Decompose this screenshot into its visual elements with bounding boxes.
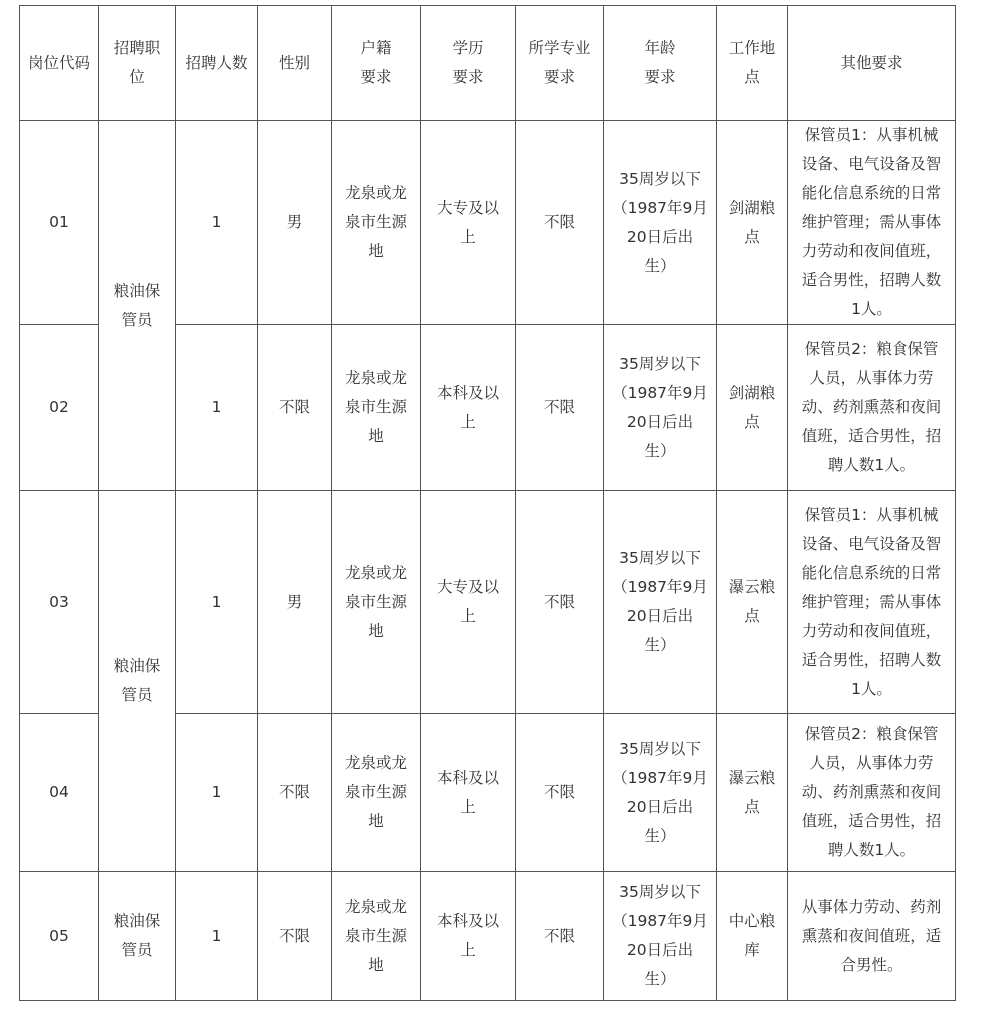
cell-gender: 男 — [258, 121, 332, 325]
cell-education: 本科及以 上 — [421, 872, 516, 1001]
table-row — [20, 872, 956, 1001]
header-position: 招聘职 位 — [99, 6, 176, 121]
cell-code: 04 — [20, 714, 99, 872]
cell-hukou: 龙泉或龙 泉市生源 地 — [332, 121, 421, 325]
header-code: 岗位代码 — [20, 6, 99, 121]
cell-other: 从事体力劳动、药剂 熏蒸和夜间值班，适 合男性。 — [788, 872, 956, 1001]
cell-age: 35周岁以下 （1987年9月 20日后出 生） — [604, 872, 717, 1001]
cell-other: 保管员1：从事机械 设备、电气设备及智 能化信息系统的日常 维护管理；需从事体 力劳动和夜间值班， 适合男性，招聘人数 1人。 — [788, 121, 956, 325]
cell-other: 保管员2：粮食保管 人员，从事体力劳 动、药剂熏蒸和夜间 值班，适合男性，招 聘人数1人。 — [788, 325, 956, 491]
cell-position: 粮油保 管员 — [99, 872, 176, 1001]
cell-other: 保管员2：粮食保管 人员，从事体力劳 动、药剂熏蒸和夜间 值班，适合男性，招 聘人数1人。 — [788, 714, 956, 872]
cell-location: 剑湖粮 点 — [717, 325, 788, 491]
cell-location: 中心粮 库 — [717, 872, 788, 1001]
header-location: 工作地 点 — [717, 6, 788, 121]
cell-code: 03 — [20, 491, 99, 714]
cell-education: 本科及以 上 — [421, 325, 516, 491]
cell-education: 本科及以 上 — [421, 714, 516, 872]
cell-count: 1 — [176, 121, 258, 325]
cell-hukou: 龙泉或龙 泉市生源 地 — [332, 325, 421, 491]
cell-age: 35周岁以下 （1987年9月 20日后出 生） — [604, 325, 717, 491]
cell-hukou: 龙泉或龙 泉市生源 地 — [332, 872, 421, 1001]
cell-position: 粮油保 管员 — [99, 491, 176, 872]
cell-code: 05 — [20, 872, 99, 1001]
cell-hukou: 龙泉或龙 泉市生源 地 — [332, 491, 421, 714]
header-hukou: 户籍 要求 — [332, 6, 421, 121]
cell-count: 1 — [176, 491, 258, 714]
cell-age: 35周岁以下 （1987年9月 20日后出 生） — [604, 714, 717, 872]
header-row — [20, 6, 956, 121]
header-gender: 性别 — [258, 6, 332, 121]
cell-count: 1 — [176, 714, 258, 872]
cell-gender: 不限 — [258, 714, 332, 872]
header-major: 所学专业 要求 — [516, 6, 604, 121]
cell-major: 不限 — [516, 872, 604, 1001]
cell-position: 粮油保 管员 — [99, 121, 176, 491]
cell-major: 不限 — [516, 325, 604, 491]
cell-other: 保管员1：从事机械 设备、电气设备及智 能化信息系统的日常 维护管理；需从事体 力劳动和夜间值班， 适合男性，招聘人数 1人。 — [788, 491, 956, 714]
cell-age: 35周岁以下 （1987年9月 20日后出 生） — [604, 491, 717, 714]
cell-code: 02 — [20, 325, 99, 491]
cell-hukou: 龙泉或龙 泉市生源 地 — [332, 714, 421, 872]
header-other: 其他要求 — [788, 6, 956, 121]
table-row — [20, 121, 956, 325]
cell-location: 瀑云粮 点 — [717, 491, 788, 714]
header-age: 年龄 要求 — [604, 6, 717, 121]
cell-code: 01 — [20, 121, 99, 325]
cell-gender: 不限 — [258, 872, 332, 1001]
table-row — [20, 491, 956, 714]
cell-location: 瀑云粮 点 — [717, 714, 788, 872]
cell-count: 1 — [176, 872, 258, 1001]
recruitment-table — [19, 5, 956, 1001]
cell-major: 不限 — [516, 714, 604, 872]
cell-major: 不限 — [516, 491, 604, 714]
cell-gender: 男 — [258, 491, 332, 714]
cell-count: 1 — [176, 325, 258, 491]
header-education: 学历 要求 — [421, 6, 516, 121]
cell-major: 不限 — [516, 121, 604, 325]
cell-gender: 不限 — [258, 325, 332, 491]
cell-location: 剑湖粮 点 — [717, 121, 788, 325]
header-count: 招聘人数 — [176, 6, 258, 121]
cell-age: 35周岁以下 （1987年9月 20日后出 生） — [604, 121, 717, 325]
cell-education: 大专及以 上 — [421, 491, 516, 714]
cell-education: 大专及以 上 — [421, 121, 516, 325]
